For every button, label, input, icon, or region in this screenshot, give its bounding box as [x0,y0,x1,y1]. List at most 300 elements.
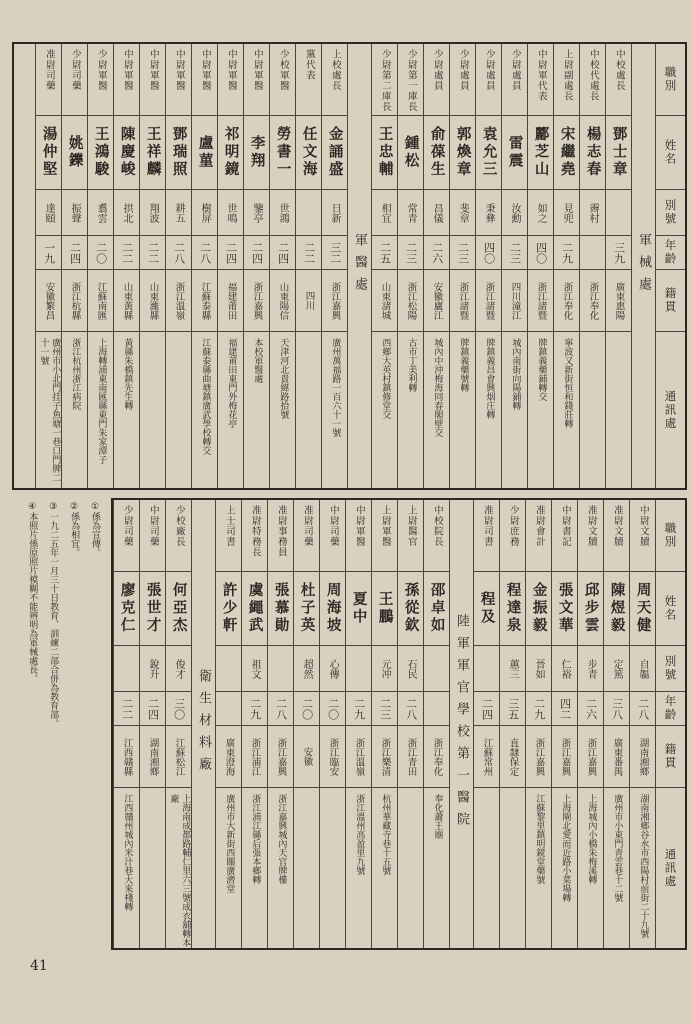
alias-cell [114,646,139,692]
native-place-cell: 山東陽信 [270,270,295,332]
age-cell: 二二 [296,236,321,270]
roster-entry [551,500,577,948]
age-cell: 四二 [552,692,577,726]
footnote: ①係為宣傳。 [90,502,100,557]
rank-cell: 黨代表 [296,44,321,116]
rank-cell: 上尉軍醫 [372,500,397,572]
footnote: ③一九二五年一月三十日教育、訓練二部合併為教育部。 [48,502,59,728]
rank-cell: 中尉軍醫 [192,44,217,116]
name-cell: 程達泉 [500,572,525,646]
lower-roster-table [111,498,687,950]
roster-entry [295,44,321,488]
address-cell: 江西贛州城內米汁巷大來棧轉 [122,794,133,911]
native-place-cell: 江西贛縣 [114,726,139,788]
native-place-cell: 浙江青田 [398,726,423,788]
name-cell: 鍾松 [398,116,423,190]
native-place-cell: 安徽廬江 [424,270,449,332]
rank-cell: 中校院長 [424,500,449,572]
native-place-cell: 浙江嘉興 [244,270,269,332]
roster-entry [499,500,525,948]
address-cell: 上海閘北愛而近路小菜場轉 [560,794,571,902]
roster-entry [629,500,655,948]
name-cell: 郭煥章 [450,116,475,190]
row-header: 籍貫 [656,270,685,332]
native-place-cell: 江蘇南匯 [88,270,113,332]
alias-cell: 斐章 [450,190,475,236]
alias-cell: 見兜 [554,190,579,236]
rank-cell: 准尉特務長 [242,500,267,572]
rank-cell: 少尉處員 [424,44,449,116]
alias-cell [216,646,241,692]
native-place-cell: 浙江諸暨 [476,270,501,332]
rank-cell: 少尉第一庫長 [398,44,423,116]
section-label-text: 衛生材料廠 [196,669,211,779]
age-cell: 二六 [578,692,603,726]
native-place-cell: 江蘇泰縣 [192,270,217,332]
alias-cell: 世鴻 [270,190,295,236]
address-cell: 奉化蕭王廟 [432,794,443,839]
address-cell [296,332,321,488]
name-cell: 張世才 [140,572,165,646]
native-place-cell: 浙江嘉興 [578,726,603,788]
alias-cell: 樹屏 [192,190,217,236]
roster-entry [371,44,397,488]
rank-cell: 少尉軍醫 [88,44,113,116]
row-header: 年齡 [656,236,685,270]
age-cell: 二五 [372,236,397,270]
roster-entry [423,44,449,488]
section-label [631,44,655,488]
name-cell: 邱步雲 [578,572,603,646]
alias-cell [474,646,499,692]
address-cell: 廣州市大新街西關廣濟堂 [224,794,235,893]
address-cell: 浙江杭州浙江病院 [70,338,81,410]
alias-cell: 蕙三 [500,646,525,692]
rank-cell: 少尉司藥 [62,44,87,116]
row-header: 通訊處 [663,389,678,431]
address-cell [474,788,499,948]
age-cell: 四〇 [476,236,501,270]
roster-entry [501,44,527,488]
roster-entry [191,44,217,488]
alias-cell: 定篤 [604,646,629,692]
section-label [449,500,473,948]
footnote: ④本照片係原照片模糊不能辨明為軍械處長。 [27,502,38,683]
age-cell: 二三 [502,236,527,270]
name-cell: 孫從欽 [398,572,423,646]
age-cell: 二九 [346,692,371,726]
age-cell [216,692,241,726]
roster-entry [217,44,243,488]
alias-cell: 步青 [578,646,603,692]
native-place-cell: 福建莆田 [218,270,243,332]
roster-entry [577,500,603,948]
row-header: 通訊處 [663,847,678,889]
rank-cell: 中尉軍醫 [140,44,165,116]
row-header: 籍貫 [656,726,685,788]
age-cell: 二九 [526,692,551,726]
rank-cell: 中尉軍醫 [166,44,191,116]
native-place-cell: 廣東惠陽 [606,270,631,332]
roster-entry [241,500,267,948]
address-cell [398,788,423,948]
native-place-cell: 山東諸城 [372,270,397,332]
alias-cell: 汝勳 [502,190,527,236]
alias-cell [346,646,371,692]
alias-cell: 石民 [398,646,423,692]
name-cell: 程及 [474,572,499,646]
roster-entry [579,44,605,488]
rank-cell: 上校處長 [322,44,347,116]
name-cell: 鄧瑞照 [166,116,191,190]
row-header: 姓名 [656,116,685,190]
alias-cell [424,646,449,692]
native-place-cell: 浙江奉化 [580,270,605,332]
rank-cell: 中尉文牘 [630,500,655,572]
age-cell: 二八 [398,692,423,726]
roster-entry [243,44,269,488]
section-label-text: 軍醫處 [352,233,367,299]
native-place-cell: 四川潼江 [502,270,527,332]
name-cell: 酈芝山 [528,116,553,190]
age-cell: 二四 [270,236,295,270]
native-place-cell: 浙江諸暨 [528,270,553,332]
roster-entry [605,44,631,488]
native-place-cell: 浙江松陽 [398,270,423,332]
section-label [347,44,371,488]
roster-entry [527,44,553,488]
rank-cell: 少尉司藥 [114,500,139,572]
rank-cell: 中尉軍醫 [346,500,371,572]
section-label [191,500,215,948]
alias-cell: 心傳 [320,646,345,692]
name-cell: 夏中 [346,572,371,646]
address-cell: 寧波又新街恒和錢莊轉 [562,338,573,428]
name-cell: 金誦盛 [322,116,347,190]
native-place-cell: 浙江溫嶺 [166,270,191,332]
alias-cell: 霽村 [580,190,605,236]
roster-entry [267,500,293,948]
roster-entry [293,500,319,948]
rank-cell: 准尉司書 [474,500,499,572]
rank-cell: 中尉司藥 [140,500,165,572]
rank-cell: 少尉第二庫長 [372,44,397,116]
alias-cell: 祖文 [242,646,267,692]
roster-entry [113,500,139,948]
address-cell: 江蘇泰縣曲塘鎮廣武學校轉交 [200,338,211,455]
address-cell: 上海轉浦東南匯縣東門朱家潭子 [96,338,107,464]
rank-cell: 准尉司藥 [36,44,61,116]
footnotes [17,502,101,740]
rank-cell: 中尉軍醫 [218,44,243,116]
address-cell [606,332,631,488]
name-cell: 勞書一 [270,116,295,190]
address-cell: 廣州市小北門挂子魚塘一巷口門牌二十一號 [38,338,61,482]
alias-cell: 相宜 [372,190,397,236]
roster-entry [371,500,397,948]
alias-cell: 銳升 [140,646,165,692]
native-place-cell: 安徽 [294,726,319,788]
alias-cell: 如之 [528,190,553,236]
native-place-cell: 浙江嘉興 [526,726,551,788]
name-cell: 湯仲堅 [36,116,61,190]
roster-entry [139,44,165,488]
upper-roster-table [12,42,687,490]
alias-cell: 世鳴 [218,190,243,236]
age-cell: 三九 [606,236,631,270]
name-cell: 許少軒 [216,572,241,646]
name-cell: 張慕勛 [268,572,293,646]
native-place-cell: 浙江嘉興 [552,726,577,788]
age-cell: 二三 [372,692,397,726]
name-cell: 金振毅 [526,572,551,646]
address-cell: 湖南湘鄉谷水市西陽村前街二十九號 [638,794,649,938]
rank-cell: 准尉文牘 [604,500,629,572]
age-cell: 二八 [630,692,655,726]
roster-entry [165,44,191,488]
native-place-cell: 廣東澄海 [216,726,241,788]
address-cell: 上海南成都路輔仁里六三號成衣舖轉本廠 [168,794,191,947]
address-cell: 牌鎮義昌會興烟庄轉 [484,338,495,419]
name-cell: 杜子英 [294,572,319,646]
name-cell: 雷震 [502,116,527,190]
native-place-cell: 江蘇常州 [474,726,499,788]
native-place-cell: 浙江奉化 [554,270,579,332]
address-cell [580,332,605,488]
age-cell: 二二 [140,236,165,270]
age-cell: 四〇 [528,236,553,270]
age-cell: 二四 [62,236,87,270]
age-cell: 二六 [424,236,449,270]
row-header: 年齡 [656,692,685,726]
name-cell: 宋繼堯 [554,116,579,190]
rank-cell: 准尉事務員 [268,500,293,572]
address-cell: 江蘇黎里鎮明鏡堂藥號 [534,794,545,884]
rank-cell: 准尉司藥 [294,500,319,572]
age-cell: 三〇 [166,692,191,726]
roster-entry [113,44,139,488]
address-cell: 牌鎮義藥鋪轉交 [536,338,547,401]
name-cell: 任文海 [296,116,321,190]
alias-cell: 秉彝 [476,190,501,236]
age-cell: 二四 [140,692,165,726]
row-header: 職別 [656,44,685,116]
address-cell: 牌鎮義藥號轉 [458,338,469,392]
age-cell: 二八 [166,236,191,270]
rank-cell: 准尉文牘 [578,500,603,572]
native-place-cell: 山東黃縣 [114,270,139,332]
name-cell: 王鵬 [372,572,397,646]
name-cell: 楊志春 [580,116,605,190]
alias-cell: 日新 [322,190,347,236]
address-cell: 廣州市小東門青雲巷十二號 [612,794,623,902]
roster-entry [345,500,371,948]
roster-entry [139,500,165,948]
native-place-cell: 浙江嘉興 [322,270,347,332]
name-cell: 鄧士章 [606,116,631,190]
native-place-cell: 山東濰縣 [140,270,165,332]
name-cell: 何亞杰 [166,572,191,646]
row-header: 別號 [656,646,685,692]
rank-cell: 中校代處長 [580,44,605,116]
rank-cell: 上士司書 [216,500,241,572]
address-cell: 城內南街向陽鋪轉 [510,338,521,410]
name-cell: 虞繩武 [242,572,267,646]
alias-cell [296,190,321,236]
name-cell: 姚鑠 [62,116,87,190]
rank-cell: 中尉司藥 [320,500,345,572]
rank-cell: 中校處長 [606,44,631,116]
name-cell: 俞葆生 [424,116,449,190]
alias-cell: 超然 [294,646,319,692]
alias-cell: 常青 [398,190,423,236]
roster-entry [553,44,579,488]
roster-entry [61,44,87,488]
age-cell: 二八 [192,236,217,270]
roster-entry [165,500,191,948]
alias-cell [268,646,293,692]
row-header-strip [655,500,685,948]
section-label-text: 軍械處 [636,233,651,299]
name-cell: 邵卓如 [424,572,449,646]
roster-entry [35,44,61,488]
rank-cell: 少尉庶務 [500,500,525,572]
address-cell [166,332,191,488]
age-cell: 二三 [450,236,475,270]
address-cell [320,788,345,948]
address-cell [140,332,165,488]
native-place-cell: 浙江諸暨 [450,270,475,332]
roster-entry [397,44,423,488]
name-cell: 廖克仁 [114,572,139,646]
native-place-cell: 浙江浦江 [242,726,267,788]
address-cell: 古市丁美利轉 [406,338,417,392]
age-cell: 二〇 [294,692,319,726]
age-cell [424,692,449,726]
roster-entry [475,44,501,488]
native-place-cell: 浙江臨安 [320,726,345,788]
alias-cell: 昌儀 [424,190,449,236]
address-cell: 浙江浦江縣后張本鄉轉 [250,794,261,884]
alias-cell: 耕五 [166,190,191,236]
name-cell: 王祥麟 [140,116,165,190]
address-cell [500,788,525,948]
name-cell: 王忠輔 [372,116,397,190]
native-place-cell: 江蘇松江 [166,726,191,788]
rank-cell: 上尉副處長 [554,44,579,116]
age-cell: 二二 [114,236,139,270]
alias-cell: 晉如 [526,646,551,692]
native-place-cell: 直隸保定 [500,726,525,788]
address-cell: 黃縣朱橋鎮先生轉 [122,338,133,410]
roster-entry [321,44,347,488]
lower-band [12,498,687,950]
alias-cell: 鑒亭 [244,190,269,236]
rank-cell: 少尉處員 [450,44,475,116]
rank-cell: 准尉會計 [526,500,551,572]
native-place-cell: 浙江奉化 [424,726,449,788]
age-cell [580,236,605,270]
address-cell: 天津河北貴緯路拾號 [278,338,289,419]
native-place-cell: 湖南湘鄉 [140,726,165,788]
name-cell: 陳慶峻 [114,116,139,190]
alias-cell: 自韞 [630,646,655,692]
alias-cell: 翔波 [140,190,165,236]
name-cell: 陳煜毅 [604,572,629,646]
native-place-cell: 浙江樂清 [372,726,397,788]
address-cell: 本校軍醫處 [252,338,263,383]
native-place-cell: 浙江溫嶺 [346,726,371,788]
name-cell: 袁允三 [476,116,501,190]
address-cell: 城內中沖梅海同春閣壁交 [432,338,443,437]
address-cell [294,788,319,948]
native-place-cell: 安徽繁昌 [36,270,61,332]
age-cell: 二三 [398,236,423,270]
footnote: ②係為相宜。 [69,502,80,557]
address-cell: 杭州華藏寺巷十五號 [380,794,391,875]
address-cell: 浙江嘉興城內天官牌樓 [276,794,287,884]
row-header: 姓名 [656,572,685,646]
rank-cell: 少校軍醫 [270,44,295,116]
age-cell: 二九 [554,236,579,270]
rank-cell: 少校廠長 [166,500,191,572]
name-cell: 周海坡 [320,572,345,646]
rank-cell: 中尉軍代表 [528,44,553,116]
roster-entry [269,44,295,488]
alias-cell: 元冲 [372,646,397,692]
roster-entry [319,500,345,948]
name-cell: 祁明鏡 [218,116,243,190]
name-cell: 盧菫 [192,116,217,190]
roster-entry [449,44,475,488]
page-number: 41 [30,958,48,974]
roster-entry [87,44,113,488]
address-cell: 福建莆田東門外梅花亭 [226,338,237,428]
age-cell: 二四 [218,236,243,270]
name-cell: 張文華 [552,572,577,646]
rank-cell: 少尉處員 [502,44,527,116]
native-place-cell: 廣東番禺 [604,726,629,788]
age-cell: 三五 [500,692,525,726]
age-cell: 二二 [114,692,139,726]
age-cell: 二四 [474,692,499,726]
row-header: 職別 [656,500,685,572]
name-cell: 王鴻駿 [88,116,113,190]
name-cell: 周天健 [630,572,655,646]
age-cell: 二〇 [88,236,113,270]
alias-cell: 俊才 [166,646,191,692]
native-place-cell: 湖南湘鄉 [630,726,655,788]
alias-cell: 拱北 [114,190,139,236]
age-cell: 一九 [36,236,61,270]
alias-cell: 達頤 [36,190,61,236]
address-cell: 廣州萬福路一百六十一號 [330,338,341,437]
alias-cell: 振聲 [62,190,87,236]
section-label-text: 陸軍軍官學校第一醫院 [454,614,469,834]
age-cell: 三二 [322,236,347,270]
rank-cell: 上尉醫官 [398,500,423,572]
age-cell: 二〇 [320,692,345,726]
roster-entry [423,500,449,948]
address-cell: 浙江溫州高盈里九號 [354,794,365,875]
roster-entry [473,500,499,948]
address-cell: 上海城內小橋朱梅溪轉 [586,794,597,884]
age-cell: 二九 [242,692,267,726]
row-header: 別號 [656,190,685,236]
row-header-strip [655,44,685,488]
roster-entry [525,500,551,948]
native-place-cell: 浙江嘉興 [268,726,293,788]
